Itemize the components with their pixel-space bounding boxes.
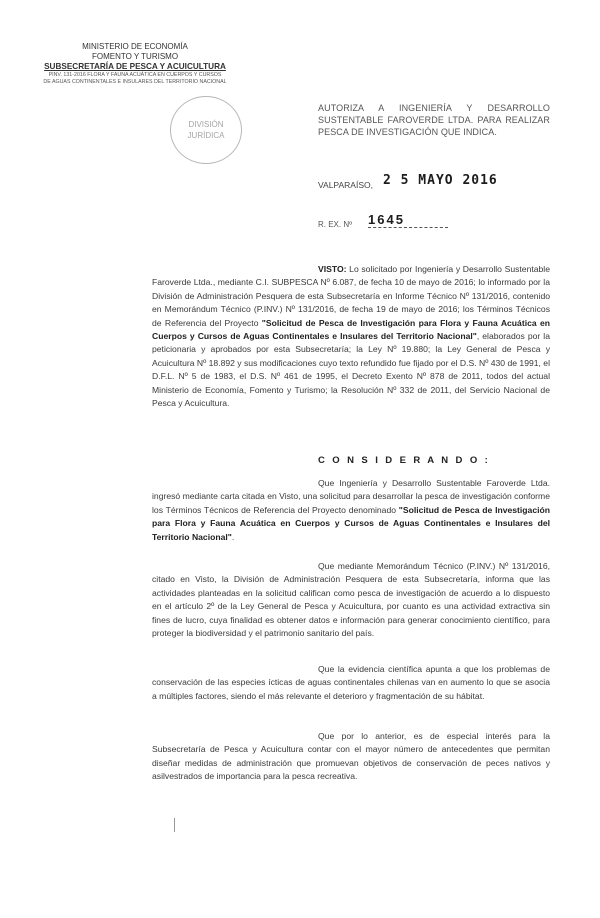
- considerando-heading: C O N S I D E R A N D O :: [318, 455, 491, 466]
- reference-line-2: DE AGUAS CONTINENTALES E INSULARES DEL TERRITORIO NACIONAL: [43, 78, 227, 85]
- visto-text-2: , elaborados por la peticionaria y aprobados por esta Subsecretaría; la Ley Nº 19.880; la Ley General de Pesca y Acuicultura Nº 18.892 y sus modificaciones cuyo texto refundido fue fijado por el D.S. Nº 430 de 1991, el D.F.L. Nº 5 de 1983, el D.S. Nº 461 de 1995, el Decreto Exento Nº 878 de 2011, todos del actual Ministerio de Economía, Fomento y Turismo; la Resolución Nº 332 de 2011, del Servicio Nacional de Pesca y Acuicultura.: [152, 331, 550, 409]
- p1-project-name: "Solicitud de Pesca de Investigación para Flora y Fauna Acuática en Cuerpos y Cursos de Aguas Continentales e Insulares del Territorio Nacional": [152, 504, 550, 542]
- visto-label: VISTO:: [318, 264, 347, 274]
- resolution-number: 1645: [368, 212, 448, 228]
- p2-text: Que mediante Memorándum Técnico (P.INV.) Nº 131/2016, citado en Visto, la División de Administración Pesquera de esta Subsecretaría, informa que las actividades planteadas en la solicitud califican como pesca de investigación de acuerdo a lo dispuesto en el artículo 2º de la Ley General de Pesca y Acuicultura, por cuanto es una actividad extractiva sin fines de lucro, cuya finalidad es obtener datos e información para generar conocimiento científico, para proteger la biodiversidad y el patrimonio sanitario del país.: [152, 561, 550, 639]
- resolution-date: 2 5 MAYO 2016: [383, 173, 498, 188]
- stamp-line-1: DIVISIÓN: [188, 120, 224, 129]
- p1-text: Que Ingeniería y Desarrollo Sustentable Faroverde Ltda. ingresó mediante carta citada en Visto, una solicitud para desarrollar la pesca de investigación conforme los Términos Técnicos de Referencia del Proyecto denominado: [152, 478, 550, 515]
- considerando-paragraph-2: [152, 560, 550, 640]
- visto-text-1: Lo solicitado por Ingeniería y Desarrollo Sustentable Faroverde Ltda., mediante C.I. SUBPESCA Nº 6.087, de fecha 10 de mayo de 2016; lo informado por la División de Administración Pesquera de esta Subsecretaría en Informe Técnico Nº 131/2016, contenido en Memorándum Técnico (P.INV.) Nº 131/2016, de fecha 19 de mayo de 2016; los Términos Técnicos de Referencia del Proyecto: [152, 264, 550, 328]
- stamp-line-2: JURÍDICA: [187, 131, 225, 140]
- place-label: VALPARAÍSO,: [318, 180, 373, 190]
- visto-project-name: "Solicitud de Pesca de Investigación para Flora y Fauna Acuática en Cuerpos y Cursos de Aguas Continentales e Insulares del Territorio Nacional": [152, 317, 550, 342]
- scan-mark: [174, 818, 175, 832]
- subsecretaria-name: SUBSECRETARÍA DE PESCA Y ACUICULTURA: [44, 62, 226, 71]
- resolution-title: AUTORIZA A INGENIERÍA Y DESARROLLO SUSTENTABLE FAROVERDE LTDA. PARA REALIZAR PESCA DE INVESTIGACIÓN QUE INDICA.: [318, 103, 550, 137]
- p3-text: Que la evidencia científica apunta a que los problemas de conservación de las especies ícticas de aguas continentales chilenas van en aumento lo que se asocia a múltiples factores, siendo el más relevante el deterioro y fragmentación de su hábitat.: [152, 664, 550, 701]
- p4-text: Que por lo anterior, es de especial interés para la Subsecretaría de Pesca y Acuicultura contar con el mayor número de antecedentes que permitan diseñar medidas de administración que promuevan objetivos de conservación de peces nativos y asilvestrados de importancia para la pesca recreativa.: [152, 731, 550, 782]
- resolution-number-label: R. EX. Nº: [318, 220, 353, 229]
- p1-end: .: [231, 531, 235, 542]
- ministry-name: MINISTERIO DE ECONOMÍA: [82, 42, 188, 51]
- considerando-paragraph-1: [152, 477, 550, 544]
- letterhead: [40, 42, 230, 85]
- considerando-paragraph-4: [152, 730, 550, 784]
- ministry-subname: FOMENTO Y TURISMO: [91, 52, 179, 61]
- visto-paragraph: [152, 263, 550, 410]
- reference-line-1: PINV. 131-2016 FLORA Y FAUNA ACUÁTICA EN CUERPOS Y CURSOS: [48, 72, 222, 78]
- division-stamp: [170, 96, 242, 164]
- considerando-paragraph-3: [152, 663, 550, 703]
